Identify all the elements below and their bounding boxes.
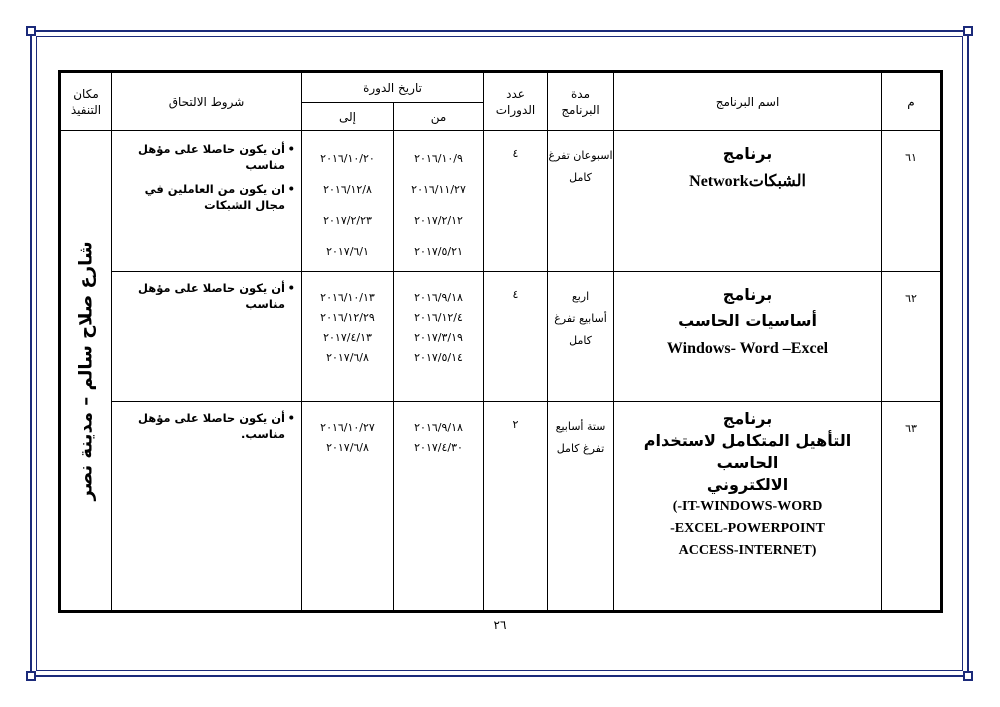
dates-from [394, 131, 484, 272]
border-corner [963, 26, 973, 36]
table-row [60, 402, 942, 612]
course-count: ٤ [484, 131, 548, 272]
dates-to [302, 402, 394, 612]
date-from: ٢٠١٦/٩/١٨ [414, 291, 463, 304]
row-number: ٦٢ [882, 272, 942, 402]
date-to: ٢٠١٦/١٢/٨ [323, 183, 372, 196]
header-program-name: اسم البرنامج [614, 72, 882, 131]
program-name [614, 402, 882, 612]
header-count: عدد الدورات [484, 72, 548, 131]
condition-item: • أن يكون حاصلا على مؤهل مناسب [116, 280, 285, 312]
program-name-line: Windows- Word –Excel [666, 340, 829, 357]
program-name-line: IT-WINDOWS-WORD-) [672, 499, 823, 514]
date-to: ٢٠١٦/١٠/٢٠ [320, 152, 375, 165]
duration-line: تفرغ كامل [556, 442, 605, 455]
program-name-line: أساسيات الحاسب [678, 311, 817, 330]
duration-line: أسابيع تفرغ [554, 312, 607, 325]
date-from: ٢٠١٧/٤/٣٠ [414, 441, 463, 454]
header-course-date: تاريخ الدورة [302, 72, 484, 103]
table-row [60, 131, 942, 272]
location-value: شارع صلاح سالم – مدينة نصر [75, 240, 97, 501]
conditions [112, 402, 302, 612]
header-from: من [394, 103, 484, 131]
date-from: ٢٠١٧/٢/١٢ [414, 214, 463, 227]
date-to: ٢٠١٧/٤/١٣ [323, 331, 372, 344]
date-to: ٢٠١٦/١٠/١٣ [320, 291, 375, 304]
conditions [112, 272, 302, 402]
date-to: ٢٠١٧/٢/٢٣ [323, 214, 372, 227]
dates-to [302, 272, 394, 402]
header-conditions: شروط الالتحاق [112, 72, 302, 131]
border-corner [26, 671, 36, 681]
date-from: ٢٠١٧/٥/١٤ [414, 351, 463, 364]
program-duration [548, 131, 614, 272]
duration-line: كامل [569, 171, 592, 184]
date-to: ٢٠١٧/٦/٨ [326, 441, 369, 454]
program-name-line: برنامج [722, 285, 773, 304]
border-corner [26, 26, 36, 36]
date-to: ٢٠١٦/١٢/٢٩ [320, 311, 375, 324]
program-duration [548, 272, 614, 402]
row-number: ٦١ [882, 131, 942, 272]
condition-item: • أن يكون حاصلا على مؤهل مناسب. [116, 410, 285, 442]
date-from: ٢٠١٦/١٠/٩ [414, 152, 463, 165]
duration-line: كامل [569, 334, 592, 347]
program-name [614, 131, 882, 272]
date-to: ٢٠١٦/١٠/٢٧ [320, 421, 375, 434]
condition-item: • أن يكون حاصلا على مؤهل مناسب [116, 141, 285, 173]
date-from: ٢٠١٦/٩/١٨ [414, 421, 463, 434]
condition-item: • ان يكون من العاملين في مجال الشبكات [116, 181, 285, 213]
course-count: ٤ [484, 272, 548, 402]
course-count: ٢ [484, 402, 548, 612]
row-number: ٦٣ [882, 402, 942, 612]
date-from: ٢٠١٧/٣/١٩ [414, 331, 463, 344]
date-from: ٢٠١٦/١١/٢٧ [411, 183, 466, 196]
dates-from [394, 402, 484, 612]
program-name-line: EXCEL-POWERPOINT- [670, 521, 825, 536]
dates-to [302, 131, 394, 272]
date-from: ٢٠١٦/١٢/٤ [414, 311, 463, 324]
header-location: مكان التنفيذ [60, 72, 112, 131]
program-name-line: (ACCESS-INTERNET [678, 543, 817, 558]
program-name-line: برنامج [722, 144, 773, 163]
location-cell [60, 131, 112, 612]
duration-line: اسبوعان تفرغ [548, 149, 613, 162]
program-name-line: الالكتروني [706, 475, 789, 494]
header-m: م [882, 72, 942, 131]
duration-line: ستة أسابيع [555, 420, 606, 433]
border-corner [963, 671, 973, 681]
program-name-line: الشبكاتNetwork [689, 173, 806, 190]
programs-table [58, 70, 943, 613]
date-from: ٢٠١٧/٥/٢١ [414, 245, 463, 258]
program-name-line: التأهيل المتكامل لاستخدام الحاسب [643, 431, 852, 472]
program-duration [548, 402, 614, 612]
date-to: ٢٠١٧/٦/١ [326, 245, 369, 258]
date-to: ٢٠١٧/٦/٨ [326, 351, 369, 364]
header-to: إلى [302, 103, 394, 131]
program-name-line: برنامج [722, 409, 773, 428]
duration-line: اربع [571, 290, 590, 303]
page-number: ٢٦ [493, 618, 507, 632]
table-row [60, 272, 942, 402]
dates-from [394, 272, 484, 402]
header-duration: مدة البرنامج [548, 72, 614, 131]
program-name [614, 272, 882, 402]
conditions [112, 131, 302, 272]
